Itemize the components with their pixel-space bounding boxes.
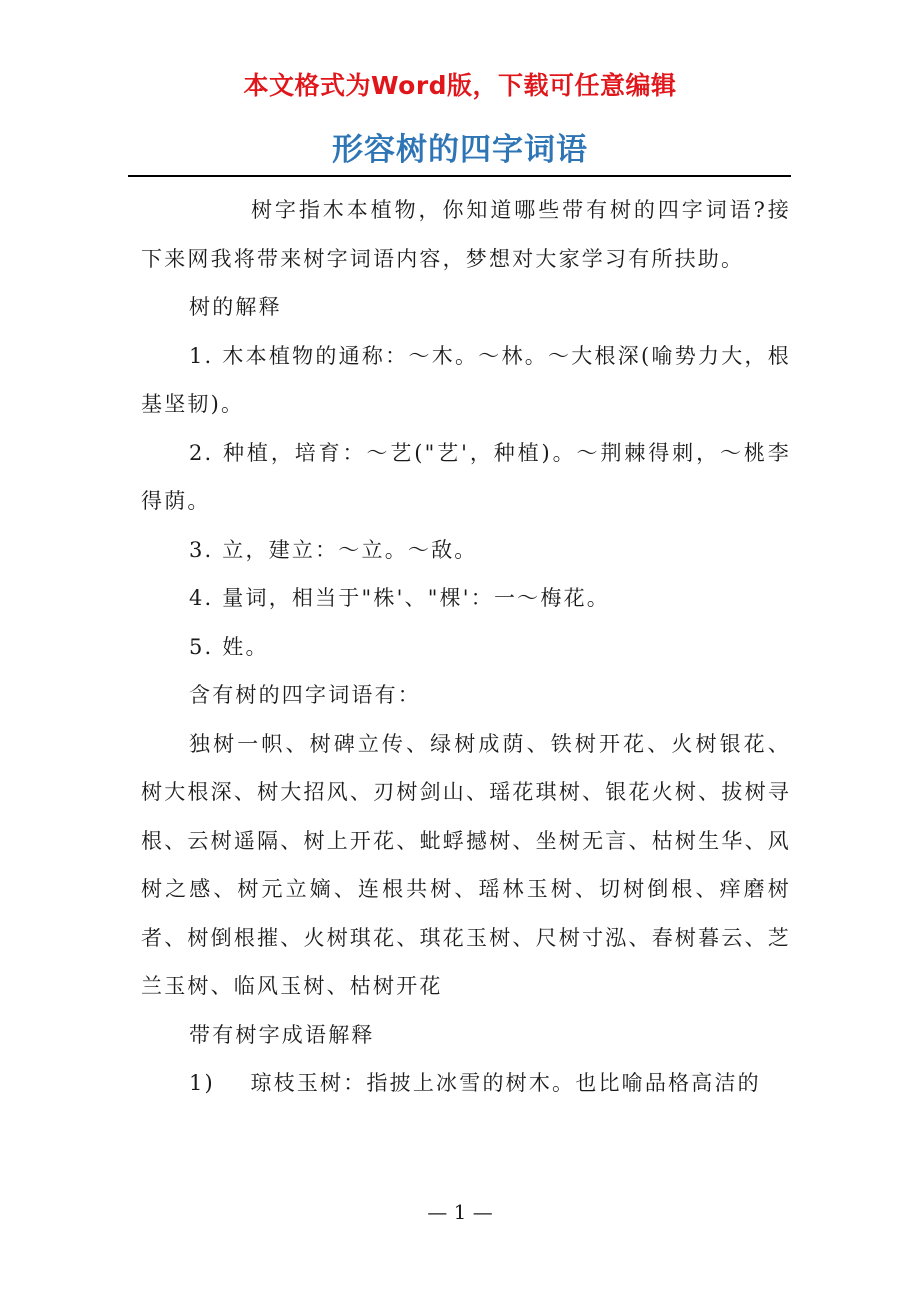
definition-item-5: 5. 姓。 — [189, 634, 269, 659]
word-format-banner: 本文格式为Word版，下载可任意编辑 — [243, 71, 677, 100]
definition-item-2: 2. 种植，培育：～艺("艺'，种植)。～荆棘得刺，～桃李得荫。 — [141, 440, 791, 513]
page-number: — 1 — — [427, 1200, 493, 1224]
explanation-item-1: 1) 琼枝玉树：指披上冰雪的树木。也比喻品格高洁的 — [189, 1071, 761, 1095]
title-divider — [128, 175, 791, 177]
section-heading-idioms: 含有树的四字词语有： — [189, 683, 421, 707]
section-heading-explanations: 带有树字成语解释 — [189, 1022, 375, 1047]
definition-item-1: 1. 木本植物的通称：～木。～林。～大根深(喻势力大，根基坚韧)。 — [141, 343, 791, 416]
section-heading-definition: 树的解释 — [189, 295, 282, 319]
definition-item-4: 4. 量词，相当于"株'、"棵'：一～梅花。 — [189, 586, 610, 610]
document-body — [141, 186, 791, 1108]
document-title: 形容树的四字词语 — [332, 132, 588, 168]
definition-item-3: 3. 立，建立：～立。～敌。 — [189, 537, 478, 562]
idiom-list-paragraph: 独树一帜、树碑立传、绿树成荫、铁树开花、火树银花、树大根深、树大招风、刃树剑山、瑶花琪树、银花火树、拔树寻根、云树遥隔、树上开花、蚍蜉撼树、坐树无言、枯树生华、风树之感、树元立嫡、连根共树、瑶林玉树、切树倒根、痒磨树者、树倒根摧、火树琪花、琪花玉树、尺树寸泓、春树暮云、芝兰玉树、临风玉树、枯树开花 — [141, 731, 791, 998]
intro-paragraph: 树字指木本植物，你知道哪些带有树的四字词语?接下来网我将带来树字词语内容，梦想对大家学习有所扶助。 — [141, 198, 791, 271]
